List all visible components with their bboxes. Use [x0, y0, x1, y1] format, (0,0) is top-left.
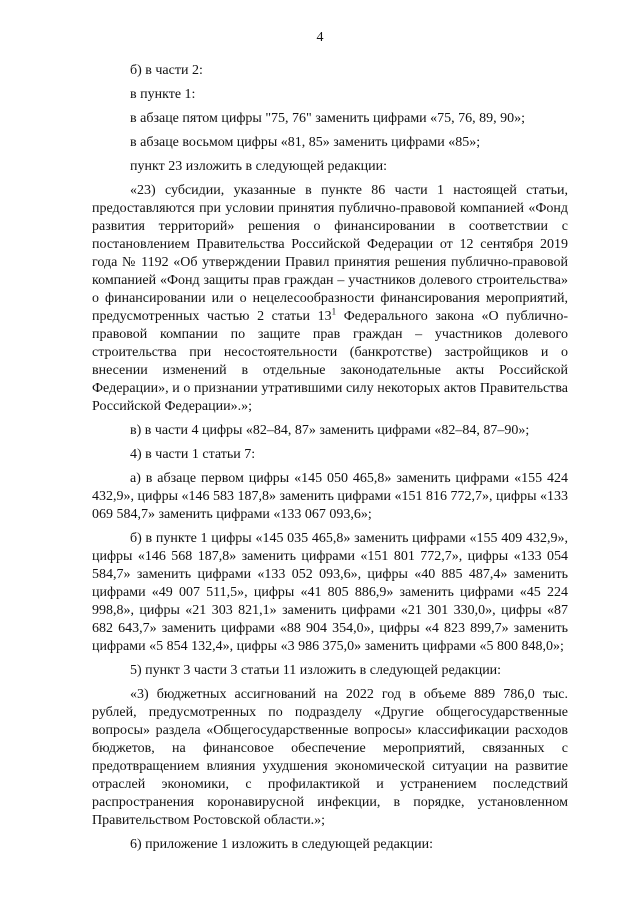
- paragraph-b-part2: б) в части 2:: [130, 63, 203, 78]
- paragraph-article7: 4) в части 1 статьи 7:: [130, 447, 256, 462]
- paragraph-item3-quote: «3) бюджетных ассигнований на 2022 год в объеме 889 786,0 тыс. рублей, предусмотренных по подразделу «Другие общегосударственные вопросы» раздела «Общегосударственные вопросы» классификации расходов бюджетов, на финансовое обеспечение мероприятий, связанных с предотвращением влияния ухудшения экономической ситуации на развитие отраслей экономики, с профилактикой и устранением последствий распространения коронавирусной инфекции, в порядке, установленном Правительством Ростовской области.»;: [92, 687, 568, 828]
- superscript-mark: 1: [331, 306, 337, 317]
- paragraph-item23-quote: [92, 182, 568, 416]
- paragraph-appendix1: 6) приложение 1 изложить в следующей редакции:: [130, 837, 433, 852]
- paragraph-b-item1: б) в пункте 1 цифры «145 035 465,8» заменить цифрами «155 409 432,9», цифры «146 568 187,8» заменить цифрами «151 801 772,7», цифры «133 054 584,7» заменить цифрами «133 052 093,6», цифры «40 885 487,4» заменить цифрами «49 007 511,5», цифры «41 805 886,9» заменить цифрами «45 224 998,8», цифры «21 303 821,1» заменить цифрами «21 301 330,0», цифры «87 682 643,7» заменить цифрами «88 904 354,0», цифры «4 823 899,7» заменить цифрами «5 854 132,4», цифры «3 986 375,0» заменить цифрами «5 800 848,0»;: [92, 531, 568, 654]
- paragraph-abzac5: в абзаце пятом цифры "75, 76" заменить цифрами «75, 76, 89, 90»;: [130, 111, 526, 126]
- quote23-text-start: «23) субсидии, указанные в пункте 86 части 1 настоящей статьи, предоставляются при условии принятия публично-правовой компанией «Фонд развития территорий» решения о финансировании в соответствии с постановлением Правительства Российской Федерации от 12 сентября 2019 года № 1192 «Об утверждении Правил принятия решения публично-правовой компанией «Фонд защиты прав граждан – участников долевого строительства» о финансировании или о нецелесообразности финансирования мероприятий, предусмотренных частью 2 статьи 13: [92, 183, 568, 324]
- paragraph-v-part4: в) в части 4 цифры «82–84, 87» заменить цифрами «82–84, 87–90»;: [130, 423, 530, 438]
- page-number: 4: [316, 30, 324, 45]
- paragraph-item23-intro: пункт 23 изложить в следующей редакции:: [130, 159, 387, 174]
- document-body: [92, 62, 568, 854]
- paragraph-a-abzac1: а) в абзаце первом цифры «145 050 465,8» заменить цифрами «155 424 432,9», цифры «146 583 187,8» заменить цифрами «151 816 772,7», цифры «133 069 584,7» заменить цифрами «133 067 093,6»;: [92, 471, 568, 522]
- paragraph-abzac8: в абзаце восьмом цифры «81, 85» заменить цифрами «85»;: [130, 135, 481, 150]
- paragraph-item1: в пункте 1:: [130, 87, 196, 102]
- quote23-text-end: Федерального закона «О публично-правовой компании по защите прав граждан – участников долевого строительства при несостоятельности (банкротстве) застройщиков и о внесении изменений в отдельные законодательные акты Российской Федерации», и о признании утратившими силу некоторых актов Правительства Российской Федерации».»;: [92, 309, 568, 414]
- paragraph-article11: 5) пункт 3 части 3 статьи 11 изложить в следующей редакции:: [130, 663, 502, 678]
